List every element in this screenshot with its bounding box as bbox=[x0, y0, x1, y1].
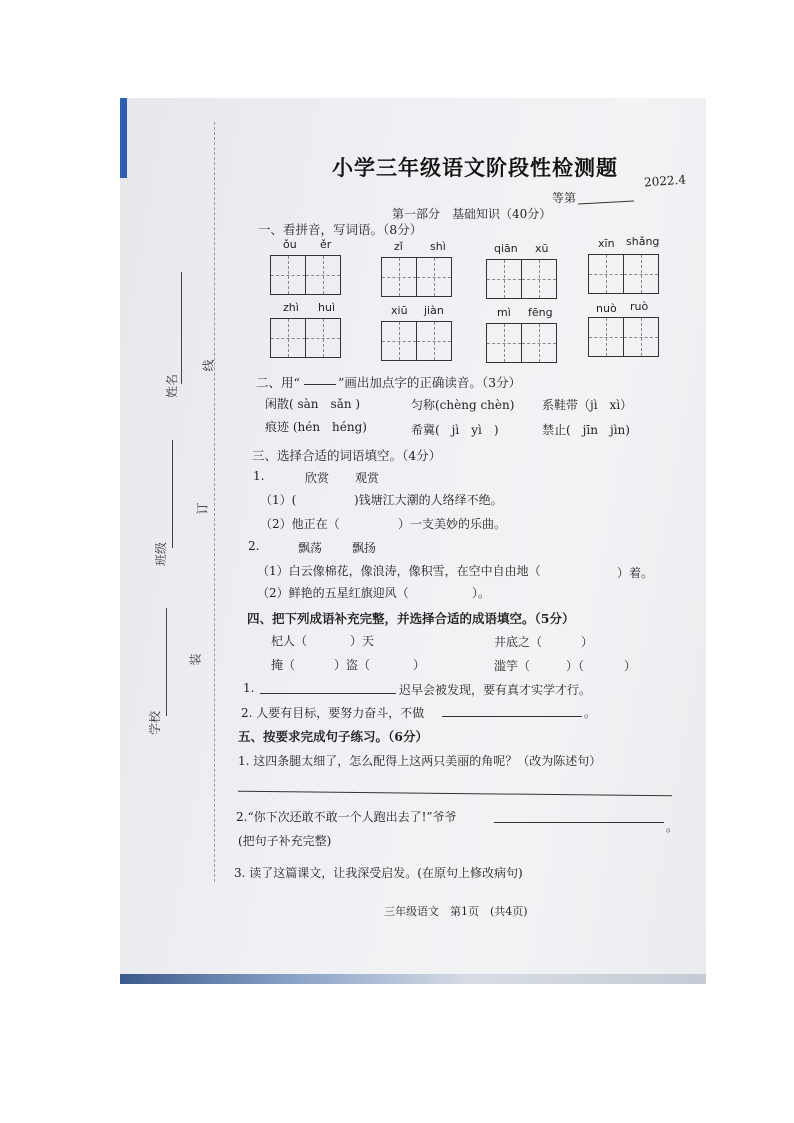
idiom-start: 滥竽（ bbox=[494, 659, 531, 673]
q1-heading: 一、看拼音，写词语。（8分） bbox=[258, 222, 423, 237]
q5-note: (把句子补充完整) bbox=[238, 834, 332, 848]
q5-sentence: 1. 这四条腿太细了，怎么配得上这两只美丽的角呢？（改为陈述句） bbox=[238, 754, 602, 768]
name-blank-line bbox=[181, 272, 182, 384]
pinyin: qiān bbox=[494, 242, 518, 255]
q3-group1-number: 1. bbox=[253, 469, 265, 483]
pinyin: nuò bbox=[596, 302, 617, 315]
pinyin: zhì bbox=[283, 301, 299, 314]
binding-dashed-line bbox=[214, 122, 215, 882]
q5-answer-blank[interactable] bbox=[494, 822, 664, 823]
pinyin: shì bbox=[430, 240, 446, 253]
binding-bind-char: 装 bbox=[188, 653, 203, 666]
tianzige-box[interactable] bbox=[486, 323, 557, 363]
q2-underline-sample bbox=[304, 384, 336, 385]
q3-sentence-start: （1）白云像棉花，像浪涛，像积雪，在空中自由地（ bbox=[257, 564, 541, 578]
q3-sentence-end: ）。 bbox=[472, 586, 491, 600]
q2-item[interactable]: 闲散( sàn sǎn ) bbox=[265, 397, 361, 411]
q5-heading: 五、按要求完成句子练习。（6分） bbox=[238, 729, 428, 744]
q3-sentence-end: ）一支美妙的乐曲。 bbox=[398, 517, 507, 531]
q4-fill-text: 2. 人要有目标，要努力奋斗，不做 bbox=[241, 706, 425, 720]
q2-heading-start: 二、用“ bbox=[256, 375, 300, 390]
pinyin: mì bbox=[497, 306, 511, 319]
q2-item[interactable]: 禁止( jīn jìn) bbox=[542, 423, 630, 437]
class-label: 班级 bbox=[154, 541, 168, 566]
idiom-end: ） bbox=[581, 635, 594, 649]
page-footer: 三年级语文 第1页 (共4页) bbox=[384, 905, 528, 918]
tianzige-box[interactable] bbox=[588, 254, 659, 294]
q3-sentence-end: )钱塘江大潮的人络绎不绝。 bbox=[354, 493, 503, 507]
tianzige-box[interactable] bbox=[270, 255, 341, 295]
idiom-end: ）天 bbox=[350, 634, 375, 648]
q4-fill-number: 1. bbox=[243, 681, 255, 695]
q5-sentence: 2.“你下次还敢不敢一个人跑出去了!”爷爷 bbox=[236, 810, 457, 824]
idiom-start: 井底之（ bbox=[494, 635, 543, 649]
tianzige-box[interactable] bbox=[381, 321, 452, 361]
q4-fill-blank[interactable] bbox=[260, 693, 396, 694]
q2-heading-end: ”画出加点字的正确读音。（3分） bbox=[338, 375, 522, 390]
pinyin: fēng bbox=[528, 306, 553, 319]
pinyin: huì bbox=[318, 301, 335, 314]
name-label: 姓名 bbox=[165, 373, 179, 398]
exam-title: 小学三年级语文阶段性检测题 bbox=[332, 155, 618, 180]
exam-date: 2022.4 bbox=[643, 172, 687, 190]
school-label: 学校 bbox=[148, 710, 162, 735]
idiom-end: ） bbox=[624, 659, 637, 673]
class-blank-line bbox=[172, 440, 173, 548]
q5-sentence: 3. 读了这篇课文，让我深受启发。(在原句上修改病句) bbox=[234, 866, 523, 880]
q3-word: 飘扬 bbox=[352, 541, 377, 555]
tianzige-box[interactable] bbox=[588, 317, 659, 357]
q3-sentence-start: （2）鲜艳的五星红旗迎风（ bbox=[257, 586, 409, 600]
grade-label: 等第 bbox=[552, 191, 577, 205]
q5-sentence-end: 。 bbox=[666, 820, 679, 834]
school-blank-line bbox=[166, 608, 167, 716]
pinyin: ěr bbox=[320, 238, 332, 251]
q3-heading: 三、选择合适的词语填空。（4分） bbox=[252, 448, 442, 463]
idiom-start: 杞人（ bbox=[271, 634, 308, 648]
q3-word: 观赏 bbox=[355, 471, 380, 485]
pinyin: shǎng bbox=[626, 235, 660, 248]
idiom-mid: ）（ bbox=[566, 659, 585, 673]
pinyin: zǐ bbox=[394, 240, 403, 253]
binding-line-char: 线 bbox=[201, 359, 216, 372]
q2-item[interactable]: 希冀( jì yì ) bbox=[411, 423, 499, 437]
pinyin: xiū bbox=[391, 304, 408, 317]
pinyin: ǒu bbox=[283, 238, 297, 251]
idiom-mid: ）盗（ bbox=[334, 658, 371, 672]
photo-bottom-strip bbox=[120, 974, 706, 984]
q4-heading: 四、把下列成语补充完整，并选择合适的成语填空。（5分） bbox=[247, 611, 575, 626]
tianzige-box[interactable] bbox=[486, 259, 557, 299]
idiom-end: ） bbox=[413, 658, 426, 672]
binding-order-char: 订 bbox=[195, 502, 210, 515]
pinyin: ruò bbox=[630, 300, 649, 313]
q3-group2-number: 2. bbox=[248, 539, 260, 553]
pinyin: xīn bbox=[598, 237, 615, 250]
q2-item[interactable]: 匀称(chèng chèn) bbox=[411, 398, 515, 412]
photo-edge bbox=[120, 98, 127, 178]
q2-item[interactable]: 系鞋带（jì xì） bbox=[542, 398, 633, 412]
pinyin: xū bbox=[535, 242, 549, 255]
q3-word: 飘荡 bbox=[298, 541, 323, 555]
tianzige-box[interactable] bbox=[270, 318, 341, 358]
pinyin: jiàn bbox=[424, 304, 444, 317]
tianzige-box[interactable] bbox=[381, 257, 452, 297]
q4-fill-blank[interactable] bbox=[442, 716, 582, 717]
q4-fill-text: 迟早会被发现，要有真才实学才行。 bbox=[399, 683, 592, 697]
q3-sentence-start: （2）他正在（ bbox=[260, 517, 340, 531]
q2-item[interactable]: 痕迹 (hén héng) bbox=[265, 420, 367, 434]
q4-fill-end: 。 bbox=[584, 706, 597, 720]
idiom-start: 掩（ bbox=[271, 658, 296, 672]
q3-sentence-start: （1）( bbox=[260, 493, 297, 507]
part-heading: 第一部分 基础知识（40分） bbox=[392, 207, 552, 221]
q3-sentence-end: ）着。 bbox=[617, 566, 654, 580]
q3-word: 欣赏 bbox=[305, 471, 330, 485]
